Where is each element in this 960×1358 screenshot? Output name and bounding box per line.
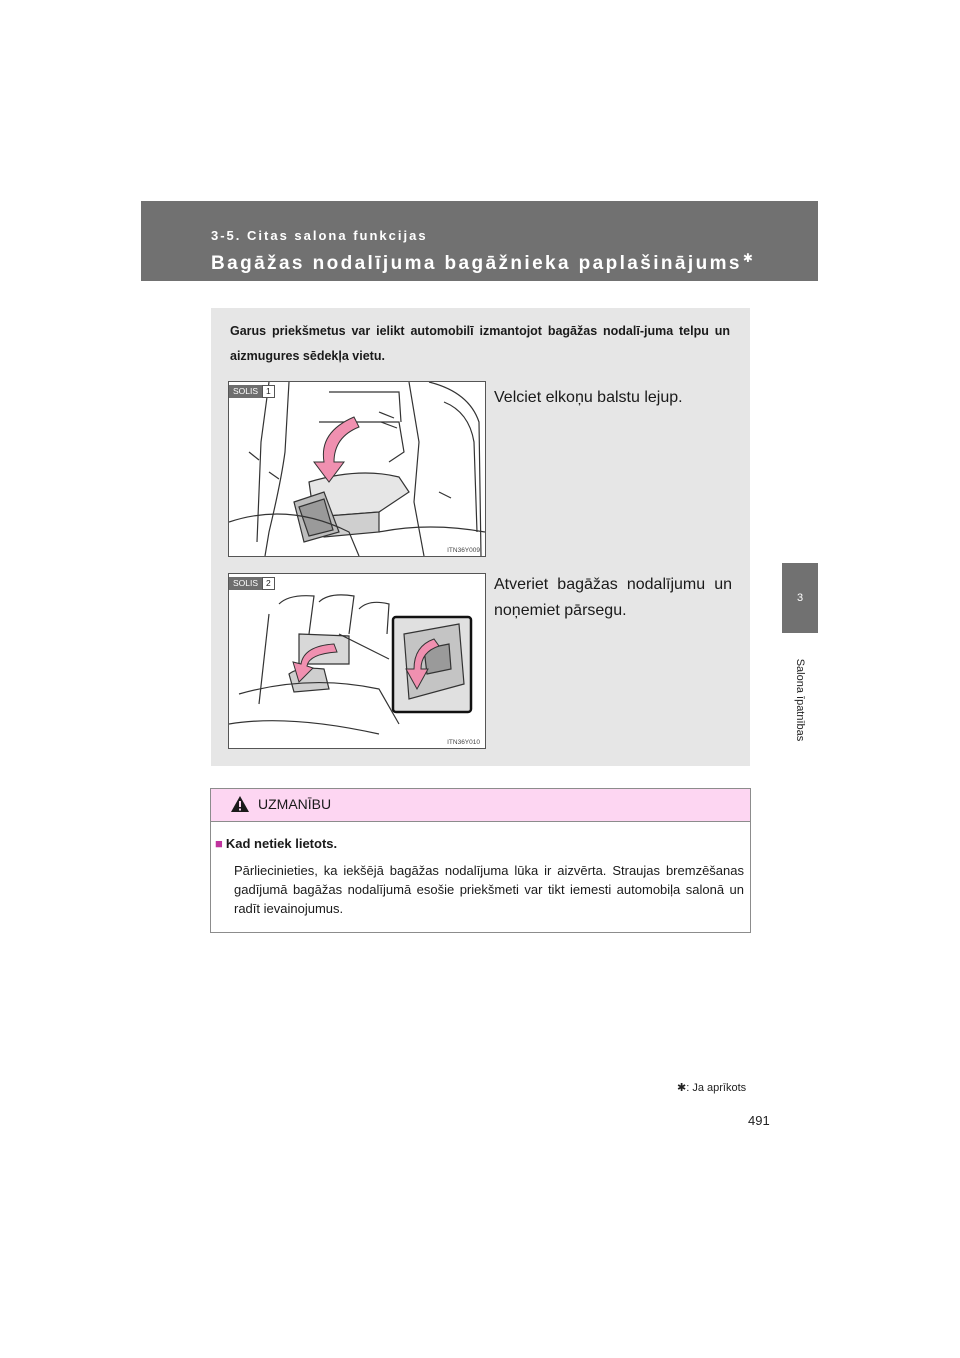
page-title <box>211 251 755 275</box>
down-arrow-icon <box>314 417 359 482</box>
chapter-tab[interactable]: 3 <box>782 563 818 633</box>
caution-subheading-text: Kad netiek lietots. <box>225 836 338 851</box>
caution-body: Pārliecinieties, ka iekšējā bagāžas nodalījuma lūka ir aizvērta. Straujas bremzēšanas gadījumā bagāžas nodalījumā esošie priekšmeti var tikt iemesti automobiļa salonā un radīt ievainojumus. <box>234 863 744 916</box>
section-label: 3-5. Citas salona funkcijas <box>211 228 428 243</box>
warning-icon <box>230 795 250 813</box>
page-title-text: Bagāžas nodalījuma bagāžnieka paplašinājums <box>211 253 742 274</box>
trunk-access-illustration <box>229 574 485 748</box>
step-badge-label: SOLIS <box>229 385 262 398</box>
header-band <box>141 201 818 281</box>
step-1-text: Velciet elkoņu balstu lejup. <box>494 389 683 406</box>
caution-box <box>210 788 751 933</box>
caution-title: UZMANĪBU <box>258 796 332 812</box>
step-1-badge <box>229 385 275 398</box>
step-badge-label: SOLIS <box>229 577 262 590</box>
figure-code: ITN36Y009 <box>447 547 480 554</box>
chapter-label: Salona īpatnības <box>794 658 806 742</box>
figure-code: ITN36Y010 <box>447 739 480 746</box>
page-number: 491 <box>748 1113 770 1128</box>
step-badge-number: 1 <box>262 385 275 398</box>
step-badge-number: 2 <box>262 577 275 590</box>
step-2-text: Atveriet bagāžas nodalījumu un noņemiet pārsegu. <box>494 576 732 619</box>
step-2-figure <box>228 573 486 749</box>
footnote: ✱: Ja aprīkots <box>677 1082 747 1094</box>
bullet-square-icon: ■ <box>215 836 223 851</box>
intro-text: Garus priekšmetus var ielikt automobilī izmantojot bagāžas nodalī-juma telpu un aizmugures sēdekļa vietu. <box>230 324 730 363</box>
armrest-illustration <box>229 382 485 556</box>
caution-subheading <box>215 836 337 851</box>
info-box <box>211 308 750 766</box>
caution-header <box>211 789 750 822</box>
step-1-figure <box>228 381 486 557</box>
step-2-badge <box>229 577 275 590</box>
equipment-mark: ✱ <box>742 251 756 265</box>
